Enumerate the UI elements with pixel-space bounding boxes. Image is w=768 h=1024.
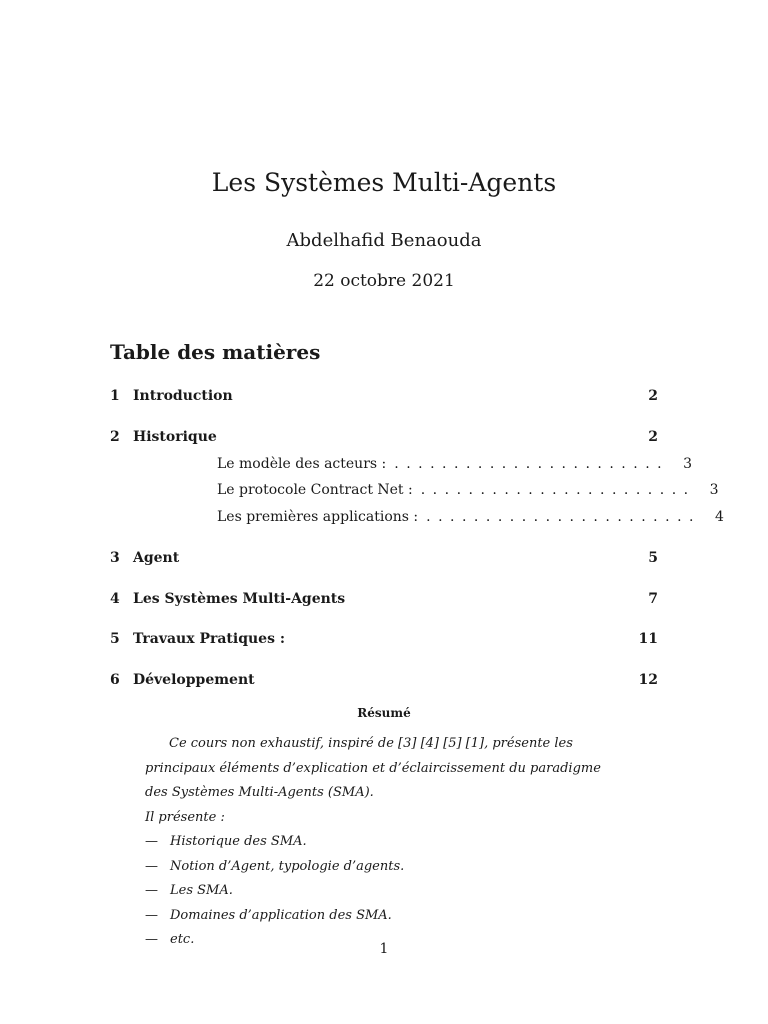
list-item-text: Les SMA. xyxy=(170,883,233,898)
list-item xyxy=(145,904,625,929)
abstract-title: Résumé xyxy=(357,706,411,720)
toc-entry-label: Agent xyxy=(133,550,180,566)
abstract-body xyxy=(145,732,625,953)
list-item-text: Domaines d’application des SMA. xyxy=(170,907,392,923)
toc-subentry-contract-net[interactable] xyxy=(217,480,719,500)
abstract-intro: Ce cours non exhaustif, inspiré de [3] [4] [5] [1], présente les principaux éléments d’explication et d’éclaircissement du paradigme des Systèmes Multi-Agents (SMA). xyxy=(145,736,601,800)
list-item-text: Historique des SMA. xyxy=(170,834,307,849)
list-item xyxy=(145,879,625,904)
bullet-dash: — xyxy=(145,932,158,947)
toc-entry-number: 6 xyxy=(110,672,120,688)
toc-entry-travaux-pratiques[interactable] xyxy=(110,629,658,649)
toc-entry-page: 5 xyxy=(648,550,658,566)
list-item-text: etc. xyxy=(170,932,195,947)
toc-heading: Table des matières xyxy=(110,340,321,364)
toc-entry-label: Les Systèmes Multi-Agents xyxy=(133,591,346,607)
page-number: 1 xyxy=(379,941,389,957)
toc-entry-label: Développement xyxy=(133,672,255,688)
list-item xyxy=(145,830,625,855)
toc-entry-page: 2 xyxy=(648,388,658,404)
document-date: 22 octobre 2021 xyxy=(313,271,455,291)
abstract-lead: Il présente : xyxy=(145,809,225,825)
toc-subentry-page: 3 xyxy=(709,482,719,498)
toc-entry-label: Introduction xyxy=(133,388,233,404)
toc-entry-number: 2 xyxy=(110,429,120,445)
toc-leader-dots: ....................... xyxy=(420,482,696,498)
toc-subentry-label: Le modèle des acteurs : xyxy=(217,456,387,472)
toc-entry-page: 7 xyxy=(648,591,658,607)
toc-subentry-page: 3 xyxy=(683,456,693,472)
toc-entry-number: 5 xyxy=(110,631,120,647)
toc-entry-introduction[interactable] xyxy=(110,386,658,406)
toc-subentry-label: Les premières applications : xyxy=(217,509,419,525)
list-item xyxy=(145,855,625,880)
toc-entry-label: Historique xyxy=(133,429,217,445)
document-title: Les Systèmes Multi-Agents xyxy=(211,168,557,197)
toc-subentry-page: 4 xyxy=(714,509,724,525)
toc-subentry-modele-acteurs[interactable] xyxy=(217,454,693,474)
toc-entry-developpement[interactable] xyxy=(110,670,658,690)
toc-subentry-label: Le protocole Contract Net : xyxy=(217,482,413,498)
toc-subentry-premieres-applications[interactable] xyxy=(217,507,724,527)
toc-entry-number: 4 xyxy=(110,591,120,607)
toc-entry-number: 1 xyxy=(110,388,120,404)
abstract-list xyxy=(145,830,625,953)
document-author: Abdelhafid Benaouda xyxy=(286,230,482,251)
toc-leader-dots: ....................... xyxy=(426,509,701,525)
list-item-text: Notion d’Agent, typologie d’agents. xyxy=(170,858,405,874)
toc-entry-page: 2 xyxy=(648,429,658,445)
toc-entry-historique[interactable] xyxy=(110,427,658,447)
toc-entry-label: Travaux Pratiques : xyxy=(133,631,286,647)
toc-entry-page: 12 xyxy=(638,672,658,688)
toc-leader-dots: ....................... xyxy=(394,456,670,472)
bullet-dash: — xyxy=(145,834,158,849)
bullet-dash: — xyxy=(145,883,158,898)
bullet-dash: — xyxy=(145,907,158,923)
toc-entry-page: 11 xyxy=(638,631,658,647)
toc-entry-systemes-multi-agents[interactable] xyxy=(110,589,658,609)
bullet-dash: — xyxy=(145,858,158,874)
toc-entry-agent[interactable] xyxy=(110,548,658,568)
toc-entry-number: 3 xyxy=(110,550,120,566)
